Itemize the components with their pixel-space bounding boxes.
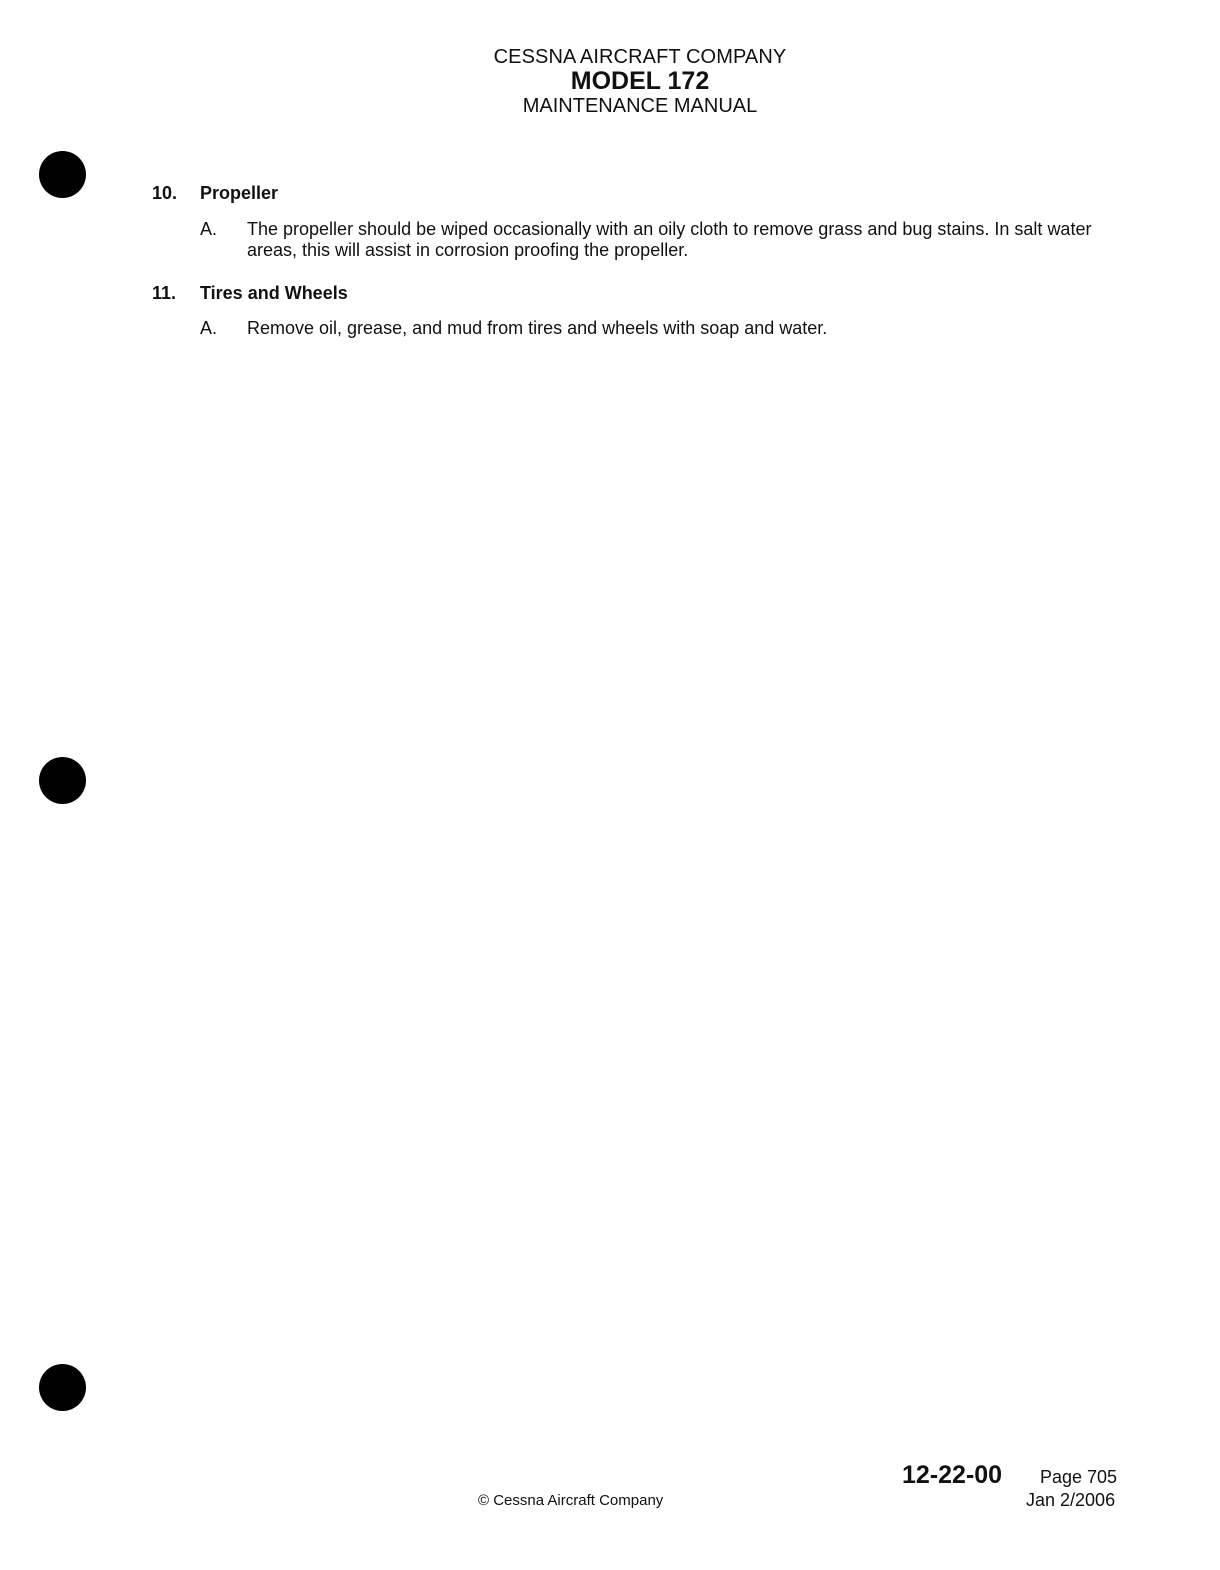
- procedure-item: [200, 219, 1152, 261]
- section-heading: [152, 183, 1152, 204]
- section-heading: [152, 283, 1152, 304]
- section-title: Propeller: [200, 183, 279, 203]
- binder-hole-middle: [39, 757, 86, 804]
- document-header: [0, 47, 1220, 116]
- company-name: CESSNA AIRCRAFT COMPANY: [493, 46, 787, 68]
- section-number: 10.: [152, 183, 178, 203]
- manual-title: MAINTENANCE MANUAL: [522, 95, 758, 117]
- binder-hole-bottom: [39, 1364, 86, 1411]
- binder-hole-top: [39, 151, 86, 198]
- model-title: MODEL 172: [570, 67, 710, 95]
- procedure-item: [200, 318, 1152, 339]
- section-propeller: [152, 183, 1152, 261]
- section-tires-and-wheels: [152, 283, 1152, 339]
- section-title: Tires and Wheels: [200, 283, 348, 303]
- item-letter: A.: [200, 318, 218, 338]
- page-number: Page 705: [1040, 1467, 1118, 1487]
- item-text: Remove oil, grease, and mud from tires and wheels with soap and water.: [247, 318, 828, 338]
- revision-date: Jan 2/2006: [1026, 1490, 1116, 1510]
- section-code: 12-22-00: [902, 1461, 1003, 1489]
- section-number: 11.: [152, 283, 177, 303]
- item-letter: A.: [200, 219, 218, 239]
- copyright-notice: © Cessna Aircraft Company: [478, 1492, 664, 1509]
- item-text: The propeller should be wiped occasionally with an oily cloth to remove grass and bug stains. In salt water areas, this will assist in corrosion proofing the propeller.: [247, 219, 1092, 260]
